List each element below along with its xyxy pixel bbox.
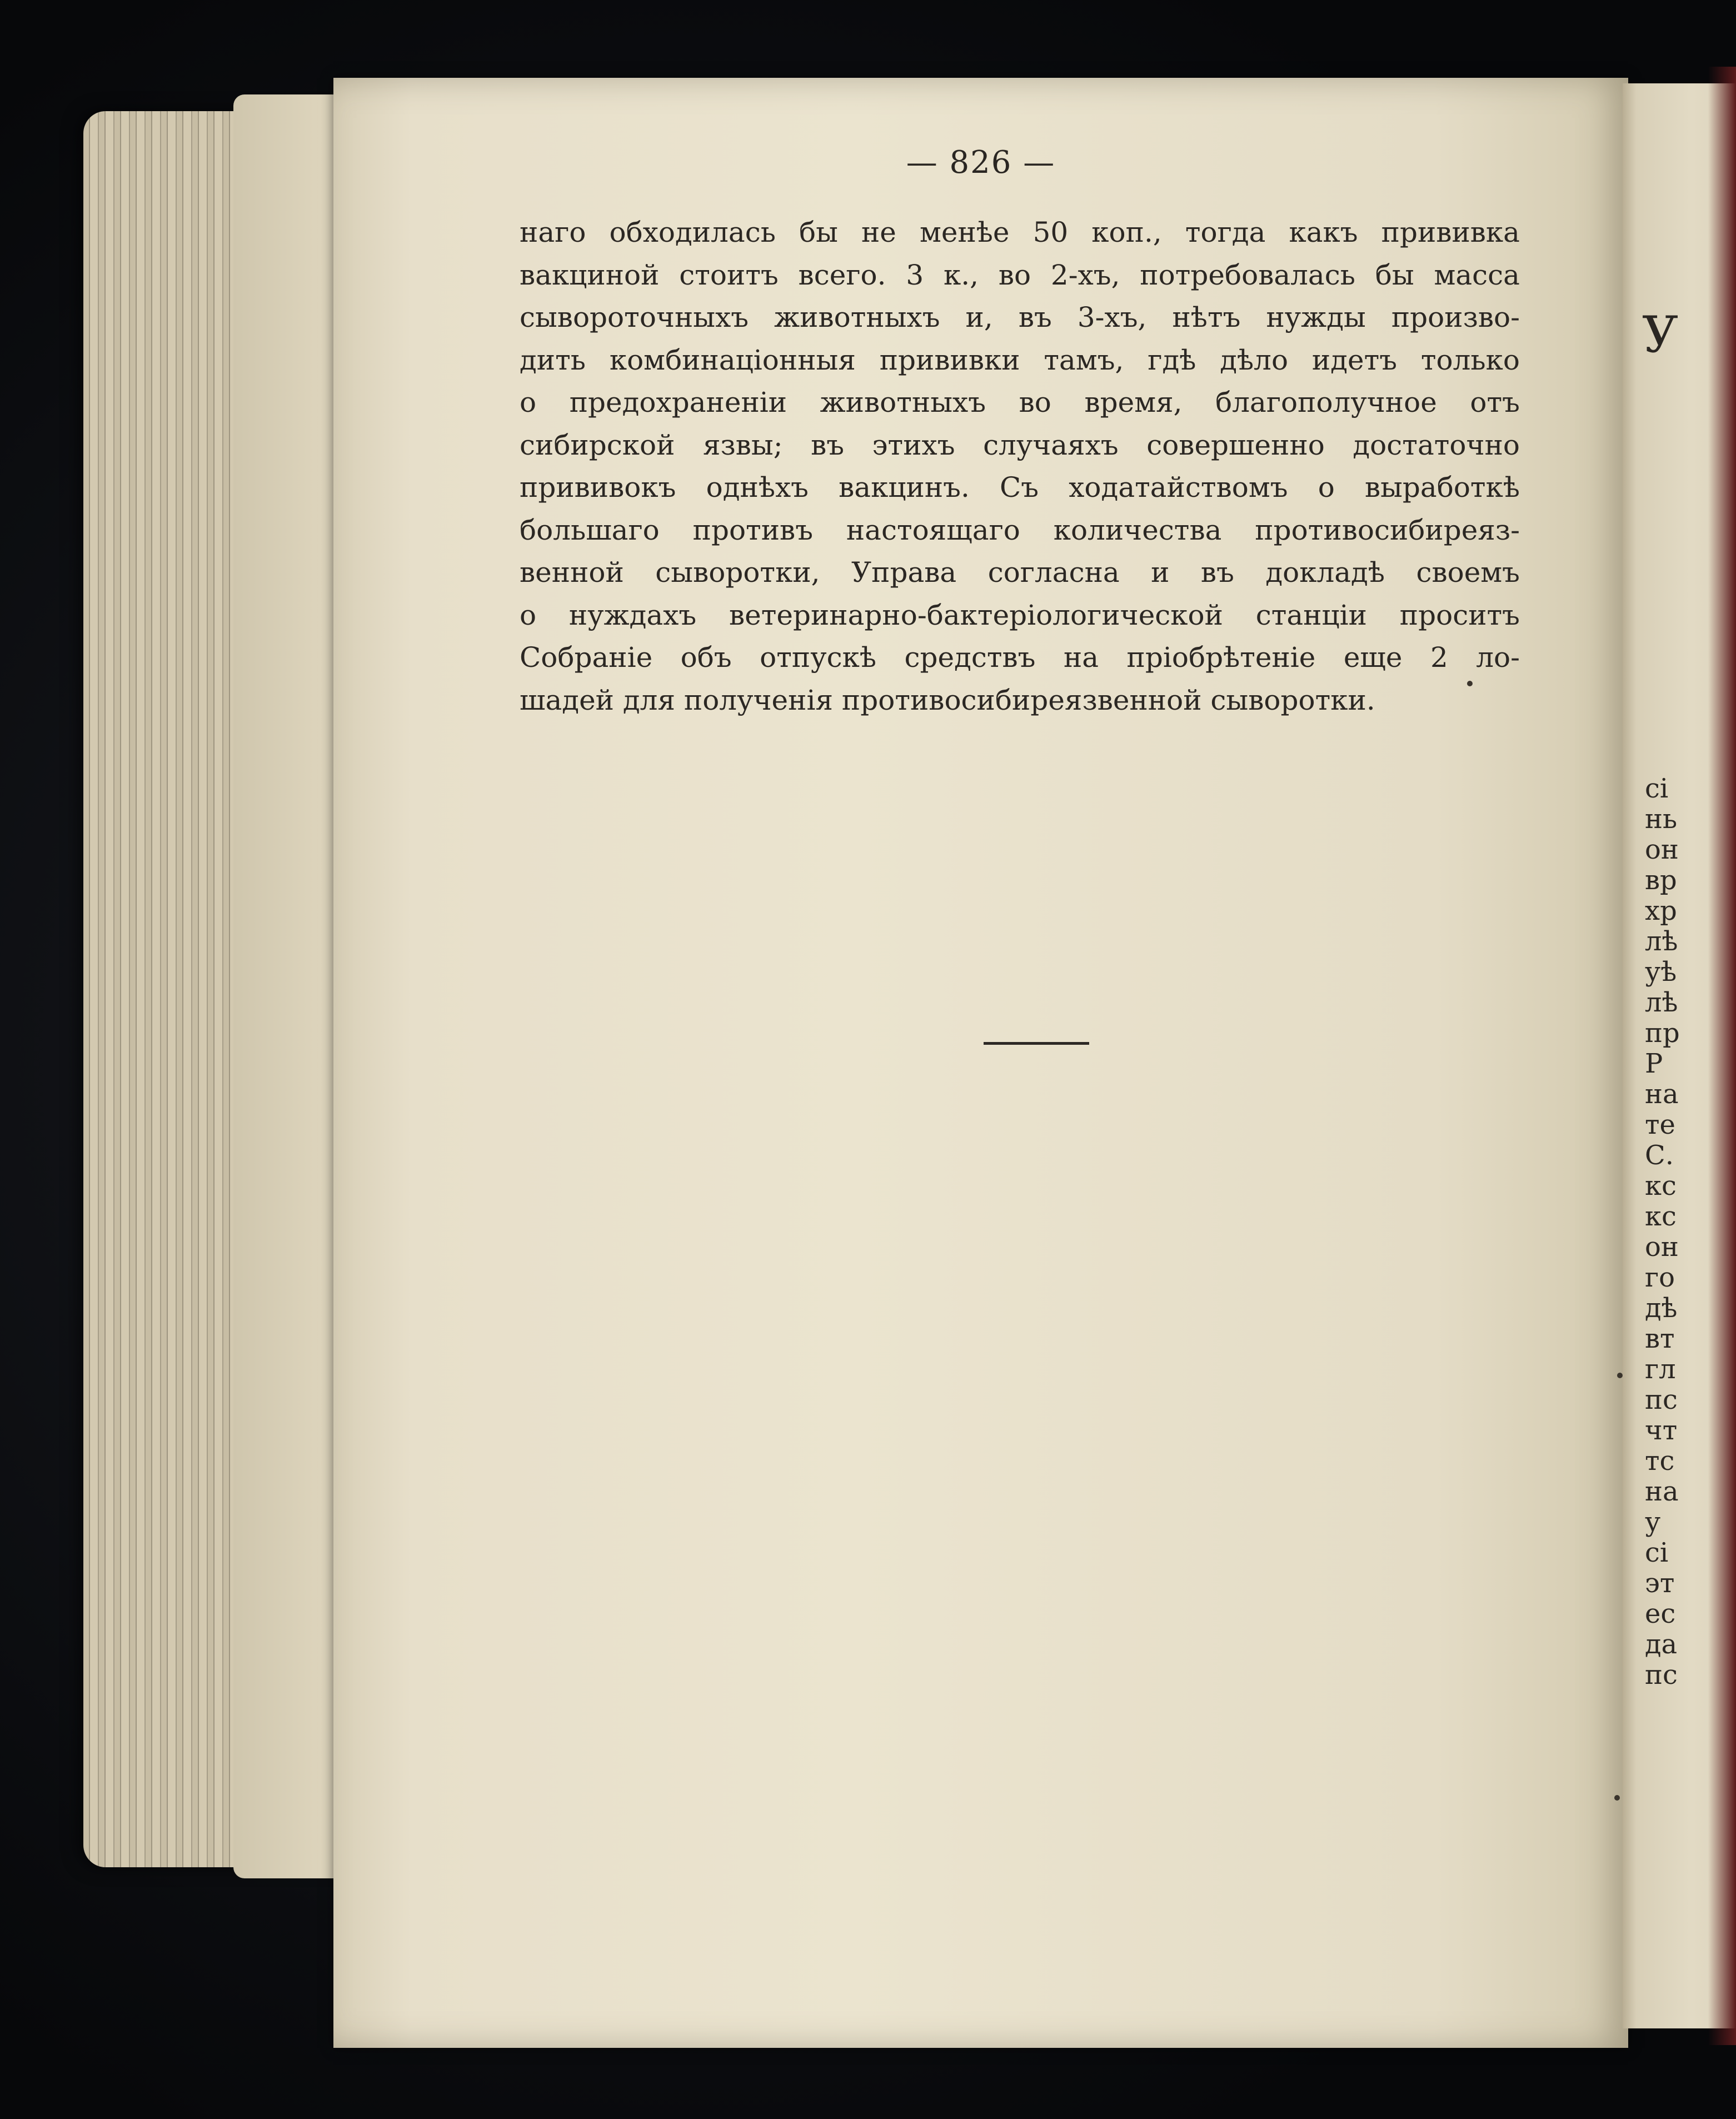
right-page-line-fragment: дѣ: [1645, 1293, 1678, 1324]
text-line: наго обходилась бы не менѣе 50 коп., тогда какъ прививка: [520, 216, 1520, 248]
right-page-line-fragment: ес: [1645, 1598, 1676, 1629]
right-page-line-fragment: вр: [1645, 865, 1677, 896]
book-binding-edge: [1689, 67, 1736, 2045]
speck: [1614, 1795, 1620, 1801]
text-line: шадей для полученія противосибиреязвенной сыворотки.: [520, 684, 1375, 716]
right-page-line-fragment: гл: [1645, 1354, 1676, 1385]
right-page-line-fragment: он: [1645, 834, 1679, 865]
page-number: — 826 —: [906, 144, 1056, 181]
right-page-line-fragment: у: [1645, 1507, 1661, 1538]
right-page-line-fragment: пс: [1645, 1659, 1678, 1691]
body-text: [520, 211, 1520, 721]
right-page-line-fragment: го: [1645, 1262, 1675, 1293]
right-page-line-fragment: на: [1645, 1476, 1679, 1507]
right-page-line-fragment: пр: [1645, 1018, 1680, 1049]
text-line: сибирской язвы; въ этихъ случаяхъ совершенно достаточно: [520, 428, 1520, 461]
right-page-line-fragment: тс: [1645, 1445, 1675, 1477]
right-page-line-fragment: чт: [1645, 1415, 1678, 1446]
text-line: Собраніе объ отпускѣ средствъ на пріобрѣтеніе еще 2 ло-: [520, 641, 1520, 674]
right-page-line-fragment: сі: [1645, 773, 1669, 804]
right-page-line-fragment: те: [1645, 1109, 1675, 1140]
speck: [1467, 681, 1473, 686]
right-page-line-fragment: вт: [1645, 1323, 1675, 1354]
right-page-line-fragment: он: [1645, 1231, 1679, 1263]
right-page-line-fragment: да: [1645, 1629, 1678, 1660]
right-page-heading-fragment: У: [1642, 306, 1679, 364]
text-line: большаго противъ настоящаго количества противосибиреяз-: [520, 513, 1520, 546]
right-page-line-fragment: на: [1645, 1079, 1679, 1110]
right-page-line-fragment: эт: [1645, 1568, 1675, 1599]
right-page-line-fragment: уѣ: [1645, 956, 1677, 988]
right-page-line-fragment: лѣ: [1645, 987, 1678, 1018]
text-line: прививокъ однѣхъ вакцинъ. Съ ходатайствомъ о выработкѣ: [520, 471, 1520, 503]
right-page-line-fragment: хр: [1645, 895, 1677, 926]
right-page-line-fragment: С.: [1645, 1140, 1674, 1171]
section-divider: [984, 1042, 1089, 1045]
right-page-line-fragment: нь: [1645, 804, 1678, 835]
speck: [1617, 1373, 1623, 1378]
right-page-line-fragment: пс: [1645, 1384, 1678, 1415]
right-page-line-fragment: кс: [1645, 1201, 1677, 1232]
left-page: [333, 78, 1628, 2048]
text-line: венной сыворотки, Управа согласна и въ докладѣ своемъ: [520, 556, 1520, 589]
text-line: о нуждахъ ветеринарно-бактеріологической станціи проситъ: [520, 599, 1520, 631]
right-page-line-fragment: лѣ: [1645, 926, 1678, 957]
text-line: дить комбинаціонныя прививки тамъ, гдѣ дѣло идетъ только: [520, 343, 1520, 376]
text-line: о предохраненіи животныхъ во время, благополучное отъ: [520, 386, 1520, 418]
right-page-line-fragment: Р: [1645, 1048, 1663, 1079]
text-line: сывороточныхъ животныхъ и, въ 3-хъ, нѣтъ нужды произво-: [520, 301, 1520, 333]
text-line: вакциной стоитъ всего. 3 к., во 2-хъ, потребовалась бы масса: [520, 258, 1520, 291]
right-page-line-fragment: сі: [1645, 1537, 1669, 1568]
right-page-line-fragment: кс: [1645, 1170, 1677, 1201]
